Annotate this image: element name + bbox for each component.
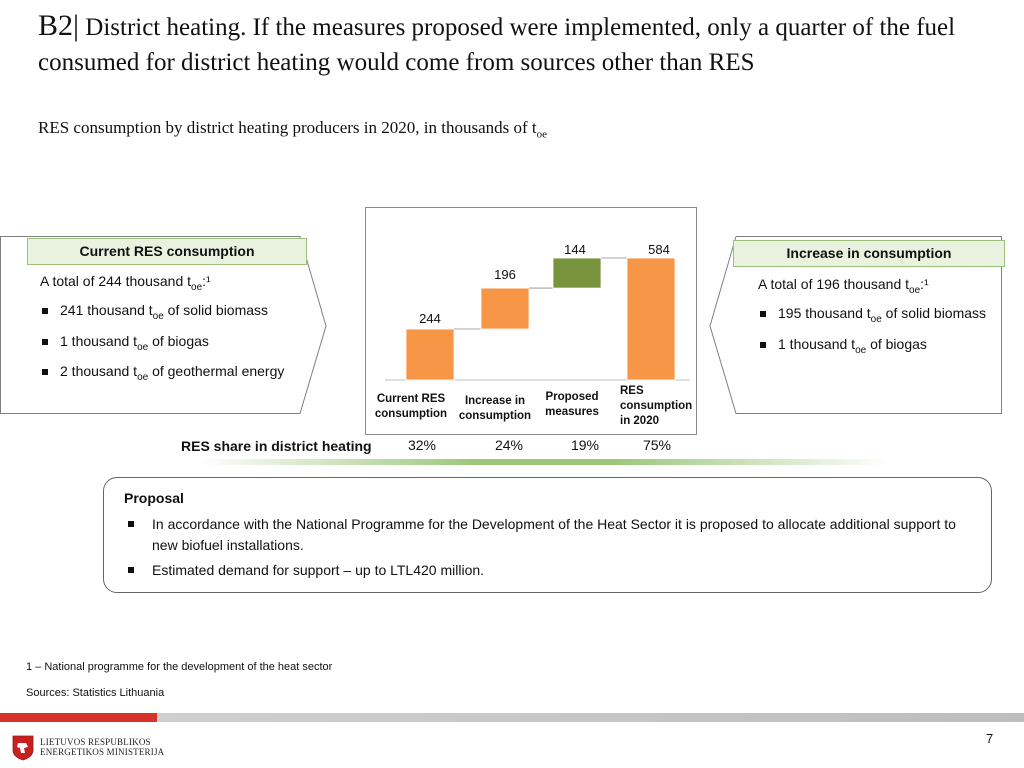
left-panel-body [40, 271, 300, 392]
share-value: 24% [494, 437, 524, 453]
item-text: 241 thousand t [60, 301, 153, 318]
item-text: of geothermal energy [148, 363, 285, 380]
item-text: of biogas [148, 332, 209, 349]
chart-category-line: consumption [620, 400, 693, 412]
subtitle-text: RES consumption by district heating producers in 2020, in thousands of t [38, 118, 537, 137]
left-panel-header: Current RES consumption [27, 238, 307, 265]
share-value: 32% [407, 437, 437, 453]
chart-data-label: 196 [494, 267, 516, 283]
item-sub: oe [152, 310, 164, 322]
chart-category-line: RES [620, 385, 644, 397]
chart-category-label [369, 392, 453, 422]
slide-subtitle [38, 118, 938, 140]
chart-data-label: 144 [564, 242, 586, 258]
lithuania-coat-of-arms-icon [12, 735, 34, 761]
chart-category-line: consumption [374, 408, 448, 420]
right-intro-suffix: :¹ [920, 276, 929, 292]
chart-category-line: Increase in [464, 395, 526, 407]
left-intro-sub: oe [191, 281, 203, 293]
proposal-list [152, 514, 972, 585]
chart-data-label: 584 [648, 242, 670, 258]
chart-category-label [450, 394, 540, 424]
ministry-line: LIETUVOS RESPUBLIKOS [40, 737, 151, 747]
chart-category-line: measures [545, 406, 599, 418]
right-intro-sub: oe [909, 284, 921, 296]
item-sub: oe [137, 372, 149, 384]
page-number: 7 [986, 731, 994, 746]
item-text: 1 thousand t [778, 335, 856, 352]
footer-accent-bar [0, 713, 157, 722]
list-item: Estimated demand for support – up to LTL420 million. [152, 560, 972, 581]
chart-category-line: Proposed [545, 391, 599, 403]
share-value: 75% [642, 437, 672, 453]
chart-bar [627, 258, 675, 380]
list-item [778, 303, 993, 330]
chart-category-label [540, 390, 604, 420]
footnote: 1 – National programme for the development of the heat sector [26, 661, 333, 673]
item-sub: oe [137, 341, 149, 353]
list-item [60, 361, 300, 388]
right-panel-intro [758, 274, 993, 301]
list-item [60, 331, 300, 358]
right-panel-header: Increase in consumption [733, 240, 1005, 267]
chart-bar [406, 329, 454, 380]
proposal-box [103, 477, 992, 593]
item-text: of solid biomass [881, 304, 987, 321]
item-text: 1 thousand t [60, 332, 138, 349]
item-text: 195 thousand t [778, 304, 871, 321]
chart-bar [553, 258, 601, 288]
list-item [778, 334, 993, 361]
list-item [60, 300, 300, 327]
slide-title-text: District heating. If the measures proposed were implemented, only a quarter of the fuel consumed for district heating would come from sources other than RES [38, 14, 956, 76]
item-text: of biogas [866, 335, 927, 352]
left-intro-text: A total of 244 thousand t [40, 273, 192, 289]
slide-number-label: B2| [38, 9, 80, 42]
share-row-label: RES share in district heating [181, 438, 372, 454]
sources-note: Sources: Statistics Lithuania [26, 687, 165, 699]
item-sub: oe [870, 313, 882, 325]
divider-line [200, 459, 890, 465]
ministry-line: ENERGETIKOS MINISTERIJA [40, 747, 165, 757]
left-panel-intro [40, 271, 300, 298]
chart-bar [481, 288, 529, 329]
item-text: of solid biomass [163, 301, 269, 318]
chart-category-line: Current RES [376, 393, 446, 405]
item-sub: oe [855, 344, 867, 356]
footer-bar [157, 713, 1024, 722]
left-panel-list [40, 300, 300, 388]
ministry-name [40, 737, 164, 757]
item-text: 2 thousand t [60, 363, 138, 380]
right-intro-text: A total of 196 thousand t [758, 276, 910, 292]
list-item: In accordance with the National Programme for the Development of the Heat Sector it is proposed to allocate additional support to new biofuel installations. [152, 514, 972, 556]
right-panel-body [758, 274, 993, 364]
subtitle-subscript: oe [536, 128, 548, 141]
chart-category-label [620, 384, 710, 429]
left-intro-suffix: :¹ [202, 273, 211, 289]
chart-category-line: consumption [458, 410, 532, 422]
chart-data-label: 244 [419, 311, 441, 327]
slide-title [38, 8, 998, 80]
share-value: 19% [570, 437, 600, 453]
proposal-title: Proposal [124, 490, 184, 506]
right-panel-list [758, 303, 993, 361]
chart-category-line: in 2020 [620, 415, 659, 427]
